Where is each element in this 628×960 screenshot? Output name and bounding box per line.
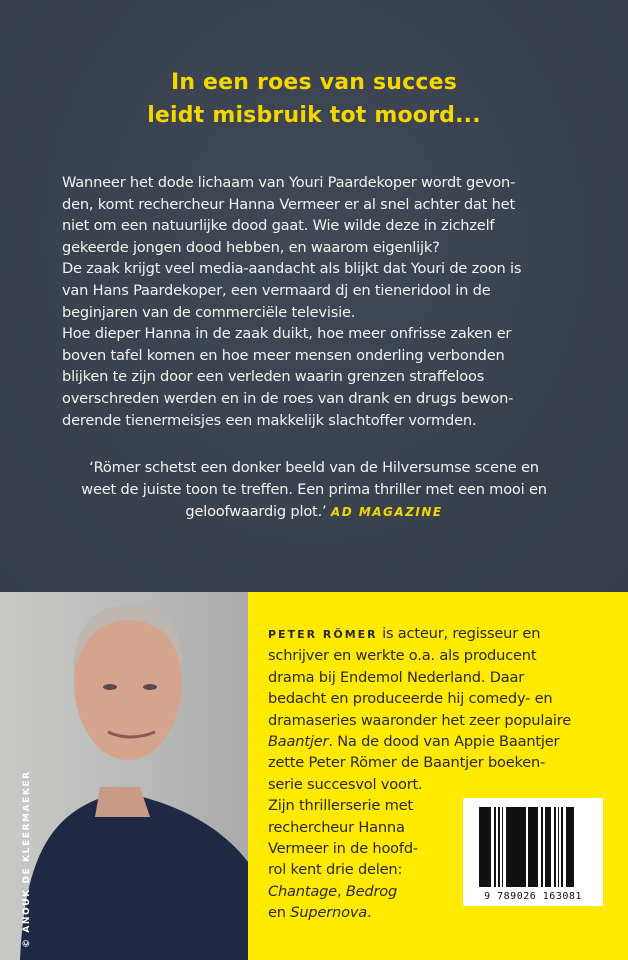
bio-line: rechercheur Hanna [268,818,405,836]
bio-line: zette Peter Römer de Baantjer boeken- [268,754,546,772]
barcode-bars [479,807,593,887]
bio-text: is acteur, regisseur en [377,625,541,642]
series-title: Baantjer [268,733,329,751]
barcode-bar [558,807,559,887]
bio-line: bedacht en produceerde hij comedy- en [268,690,553,708]
bio-line: rol kent drie delen: [268,861,403,879]
barcode-bar [494,807,496,887]
author-bio-panel [248,592,628,960]
blurb-line: Wanneer het dode lichaam van Youri Paardekoper wordt gevon- [62,174,516,191]
book-title: Chantage [268,882,337,900]
blurb [62,172,521,431]
blurb-line: den, komt rechercheur Hanna Vermeer er al snel achter dat het [62,195,515,213]
bio-text: , [336,882,346,900]
barcode-bar [566,807,574,887]
review-quote [0,457,628,523]
blurb-line: van Hans Paardekoper, een vermaard dj en tieneridool in de [62,281,491,299]
author-name: PETER RÖMER [268,628,378,641]
barcode-bar [545,807,551,887]
bio-line: dramaseries waaronder het zeer populaire [268,711,572,729]
blurb-line: niet om een natuurlijke dood gaat. Wie wilde deze in zichzelf [62,217,495,235]
isbn-number: 9 789026 163081 [484,891,582,902]
blurb-line: Hoe dieper Hanna in de zaak duikt, hoe meer onfrisse zaken er [62,325,512,343]
blurb-line: beginjaren van de commerciële televisie. [62,303,356,321]
photo-credit: © ANOUK DE KLEERMAEKER [22,770,32,948]
barcode-bar [506,807,526,887]
barcode-bar [502,807,503,887]
book-title: Supernova [290,904,367,922]
blurb-line: boven tafel komen en hoe meer mensen onderling verbonden [62,346,505,364]
blurb-line: blijken te zijn door een verleden waarin grenzen straffeloos [62,368,485,386]
isbn-barcode [463,798,603,906]
book-title: Bedrog [345,882,398,900]
blurb-line: derende tienermeisjes een makkelijk slachtoffer vormden. [62,411,477,429]
blurb-line: gekeerde jongen dood hebben, en waarom eigenlijk? [62,238,440,256]
bio-text: . Na de dood van Appie Baantjer [328,733,560,751]
quote-source: AD MAGAZINE [330,505,443,519]
quote-line: geloofwaardig plot.’ [185,503,327,520]
bio-text: en [268,904,291,922]
bio-line: Zijn thrillerserie met [268,797,413,815]
blurb-line: De zaak krijgt veel media-aandacht als blijkt dat Youri de zoon is [62,260,522,278]
headline-line-2: leidt misbruik tot moord... [147,103,481,128]
author-portrait [0,592,248,960]
barcode-bar [554,807,556,887]
bio-line: drama bij Endemol Nederland. Daar [268,668,525,686]
barcode-bar [541,807,543,887]
quote-line: weet de juiste toon te treffen. Een prima thriller met een mooi en [81,481,547,498]
barcode-bar [498,807,500,887]
bio-line: serie succesvol voort. [268,775,423,793]
barcode-bar [479,807,491,887]
author-photo [0,592,248,960]
bio-line: schrijver en werkte o.a. als producent [268,647,537,665]
bio-text: . [367,904,372,922]
quote-line: ‘Römer schetst een donker beeld van de Hilversumse scene en [89,459,539,476]
headline-line-1: In een roes van succes [170,70,458,95]
barcode-bar [561,807,563,887]
barcode-bar [528,807,538,887]
bio-line: Vermeer in de hoofd- [268,840,418,858]
blurb-line: overschreden werden en in de roes van drank en drugs bewon- [62,389,514,407]
